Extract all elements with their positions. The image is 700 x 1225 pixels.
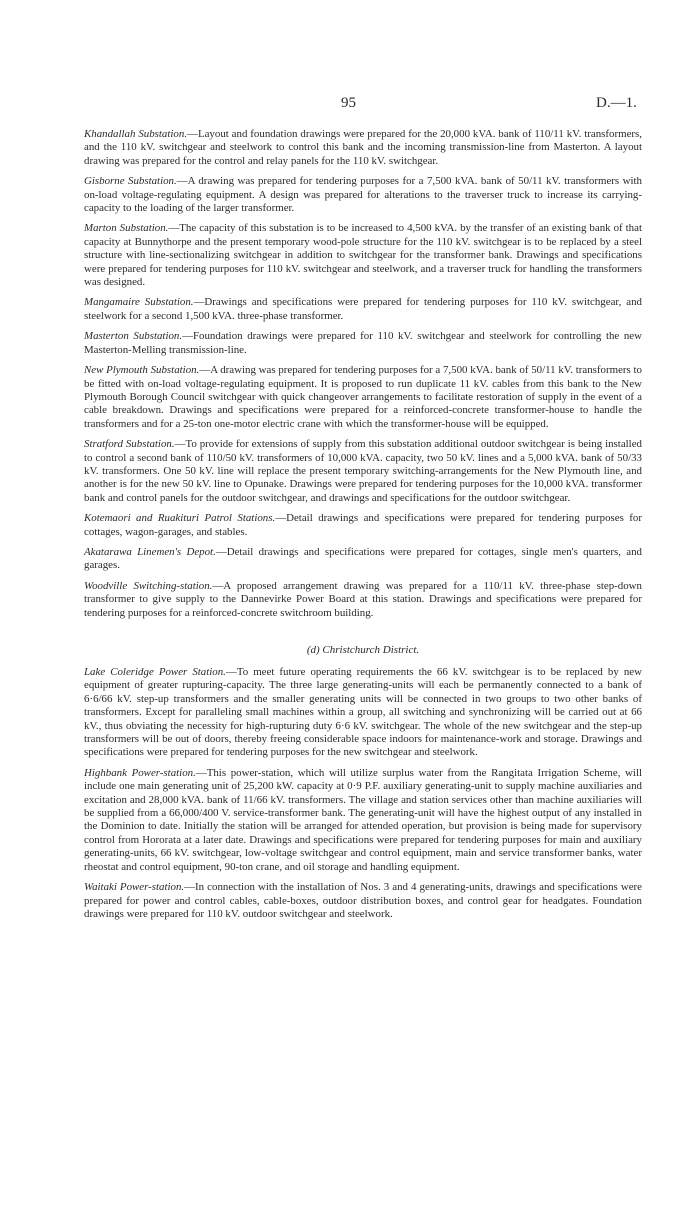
paragraph-text: —Detail drawings and specifications were prepared for tendering purposes for cottages, wagon-garages, and stables.	[84, 512, 643, 538]
paragraph	[84, 767, 642, 874]
paragraph	[84, 222, 642, 289]
paragraph-text: —This power-station, which will utilize surplus water from the Rangitata Irrigation Scheme, will include one main generating unit of 25,200 kW. capacity at 0·9 P.F. auxiliary generating-unit to supply machine auxiliaries and excitation and 28,000 kVA. bank of 11/66 kV. transformers. The village and station services other than machine auxiliaries will be supplied from a 66,000/400 V. service-transformer bank. The generating-unit will have the highest output of any installed in the Dominion to date. Initially the station will be arranged for attended operation, but provision is being made for supervisory control from Hororata at a later date. Drawings and specifications were prepared for tendering purposes for main and auxiliary generating-units, 66 kV. switchgear, low-voltage switchgear and control equipment, main and service transformer banks, water rheostat and control equipment, 90-ton crane, and oil storage and handling equipment.	[84, 766, 642, 873]
paragraph-text: —A drawing was prepared for tendering purposes for a 7,500 kVA. bank of 50/11 kV. transformers with on-load voltage-regulating equipment. A design was prepared for alterations to the traverser truck to increase its carrying-capacity to the loading of the larger transformer.	[84, 175, 642, 215]
paragraph-text: —A drawing was prepared for tendering purposes for a 7,500 kVA. bank of 50/11 kV. transformers to be fitted with on-load voltage-regulating equipment. It is proposed to run duplicate 11 kV. cables from this bank to the New Plymouth Borough Council switchgear with quick changeover arrangements to facilitate restoration of supply in the event of a cable breakdown. Drawings and specifications were prepared for a reinforced-concrete transformer-house to handle the transformers and for a 25-ton one-motor electric crane with which the transformer-house will be equipped.	[84, 364, 642, 430]
paragraph-group-1	[84, 128, 642, 620]
paragraph	[84, 512, 642, 539]
paragraph-title: Khandallah Substation.	[84, 128, 188, 140]
page-header	[0, 95, 700, 115]
paragraph	[84, 128, 642, 168]
paragraph	[84, 666, 642, 760]
paragraph	[84, 364, 642, 431]
section-heading: (d) Christchurch District.	[306, 644, 420, 656]
paragraph-text: —To meet future operating requirements the 66 kV. switchgear is to be replaced by new equipment of greater rupturing-capacity. The three large generating-units will each be permanently connected to a bank of 6·6/66 kV. step-up transformers and the smaller generating units will be connected in two groups to two other banks of transformers. Except for paralleling small machines within a group, all switching and synchronizing will be carried out at 66 kV., thus obviating the necessity for high-rupturing duty 6·6 kV. switchgear. The whole of the new switchgear and the step-up transformers will be out of doors, thereby freeing considerable space indoors for maintenance-work and storage. Drawings and specifications were prepared for tendering purposes for the new switchgear and steelwork.	[84, 666, 642, 759]
paragraph-title: Masterton Substation.	[84, 330, 183, 343]
paragraph-text: —Detail drawings and specifications were prepared for cottages, single men's quarters, and garages.	[84, 545, 642, 572]
paragraph	[84, 580, 642, 620]
page-number: 95	[341, 95, 356, 111]
paragraph-title: Marton Substation.	[84, 222, 169, 235]
paragraph-text: —A proposed arrangement drawing was prepared for a 110/11 kV. three-phase step-down transformer to give supply to the Dannevirke Power Board at this station. Drawings and specifications were prepared for tendering purposes for a reinforced-concrete switchroom building.	[84, 579, 642, 619]
paragraph-title: Akatarawa Linemen's Depot.	[84, 545, 216, 558]
paragraph-text: —In connection with the installation of Nos. 3 and 4 generating-units, drawings and specifications were prepared for power and control cables, cable-boxes, outdoor distribution boxes, and control gear for headgates. Foundation drawings were prepared for 110 kV. outdoor switchgear and steelwork.	[84, 881, 642, 920]
paragraph	[84, 296, 642, 323]
paragraph-text: —Foundation drawings were prepared for 110 kV. switchgear and steelwork for controlling the new Masterton-Melling transmission-line.	[84, 330, 643, 356]
paragraph	[84, 175, 642, 215]
page-body	[84, 128, 642, 928]
paragraph-title: Gisborne Substation.	[84, 175, 177, 188]
paragraph-title: New Plymouth Substation.	[84, 364, 200, 377]
paragraph-text: —Drawings and specifications were prepared for tendering purposes for 110 kV. switchgear, and steelwork for a second 1,500 kVA. three-phase transformer.	[84, 296, 643, 322]
paragraph	[84, 881, 642, 921]
paragraph-title: Woodville Switching-station.	[84, 579, 213, 592]
paragraph-text: —The capacity of this substation is to be increased to 4,500 kVA. by the transfer of an existing bank of that capacity at Bunnythorpe and the present temporary wood-pole structure for the 110 kV. switchgear is to be replaced by a steel structure with line-sectionalizing switchgear in addition to switchgear for the transformer bank. Drawings and specifications were prepared for tendering purposes for 110 kV. switchgear and steelwork, and a traverser truck for handling the transformers was designed.	[84, 222, 642, 289]
paragraph-text: —To provide for extensions of supply from this substation additional outdoor switchgear is being installed to control a second bank of 110/50 kV. transformers of 10,000 kVA. capacity, two 50 kV. lines and a 5,000 kVA. bank of 50/33 kV. transformers. One 50 kV. line will replace the present temporary switching-arrangements for the New Plymouth line, and another is for the new 50 kV. line to Opunake. Drawings were prepared for tendering purposes for the 10,000 kVA. transformer bank and control panels for the outdoor switchgear, and drawings and specifications for the outdoor switchgear.	[84, 438, 642, 504]
paragraph-title: Kotemaori and Ruakituri Patrol Stations.	[84, 512, 276, 525]
paragraph-group-2	[84, 666, 642, 921]
paragraph-title: Waitaki Power-station.	[84, 881, 185, 894]
paragraph-text: —Layout and foundation drawings were prepared for the 20,000 kVA. bank of 110/11 kV. transformers, and the 110 kV. switchgear and steelwork to control this bank and the incoming transmission-line from Masterton. A layout drawing was prepared for the control and relay panels for the 110 kV. switchgear.	[84, 128, 642, 167]
paragraph	[84, 330, 642, 357]
document-reference: D.—1.	[596, 95, 637, 111]
paragraph-title: Mangamaire Substation.	[84, 296, 194, 309]
paragraph	[84, 546, 642, 573]
paragraph	[84, 438, 642, 505]
paragraph-title: Lake Coleridge Power Station.	[84, 666, 226, 678]
paragraph-title: Highbank Power-station.	[84, 766, 196, 779]
paragraph-title: Stratford Substation.	[84, 438, 175, 451]
